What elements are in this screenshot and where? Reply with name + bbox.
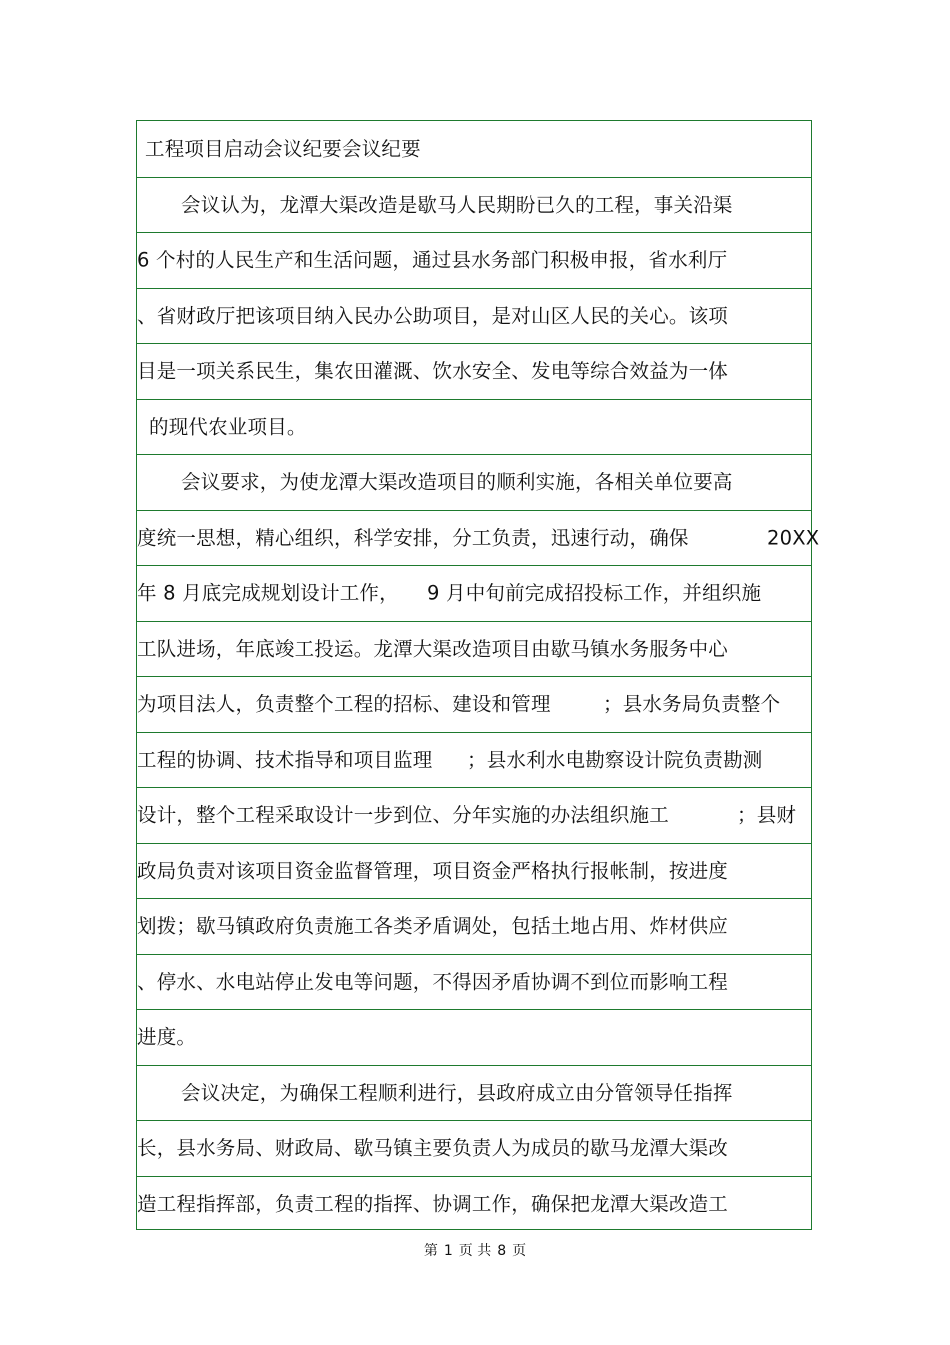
- text-line: 为项目法人，负责整个工程的招标、建设和管理: [137, 692, 551, 716]
- text-row: [137, 621, 811, 677]
- footer-prefix: 第: [423, 1243, 438, 1259]
- text-row: [137, 676, 811, 732]
- text-line: 的现代农业项目。: [149, 415, 307, 438]
- page-footer: [0, 1240, 950, 1260]
- text-line: 设计，整个工程采取设计一步到位、分年实施的办法组织施工: [137, 803, 669, 827]
- text-line-fragment: ；县水利水电勘察设计院负责勘测: [467, 748, 763, 771]
- footer-middle: 页 共: [458, 1243, 492, 1259]
- text-line-fragment: ；县水务局负责整个: [603, 692, 781, 716]
- text-row: [137, 732, 811, 788]
- text-row: [137, 454, 811, 510]
- footer-suffix: 页: [512, 1243, 527, 1259]
- text-line: 会议决定，为确保工程顺利进行，县政府成立由分管领导任指挥: [181, 1081, 733, 1104]
- document-page: [136, 120, 820, 1230]
- text-row: [137, 787, 811, 843]
- text-line: 年 8 月底完成规划设计工作，: [137, 581, 399, 605]
- text-row: [137, 843, 811, 899]
- text-line: 造工程指挥部，负责工程的指挥、协调工作，确保把龙潭大渠改造工: [137, 1192, 729, 1215]
- text-line-fragment: ；县财: [737, 803, 797, 827]
- text-row: [137, 343, 811, 399]
- text-line: 会议要求，为使龙潭大渠改造项目的顺利实施，各相关单位要高: [181, 470, 733, 494]
- text-row: [137, 399, 811, 455]
- text-row: [137, 510, 820, 566]
- text-line: 工队进场，年底竣工投运。龙潭大渠改造项目由歇马镇水务服务中心: [137, 637, 729, 660]
- text-line: 进度。: [137, 1025, 197, 1049]
- text-row: [137, 954, 811, 1010]
- text-row: [137, 1120, 811, 1176]
- text-line: 长，县水务局、财政局、歇马镇主要负责人为成员的歇马龙潭大渠改: [137, 1136, 729, 1160]
- text-row: [137, 1065, 811, 1121]
- title-row: [137, 121, 811, 177]
- text-line: 会议认为，龙潭大渠改造是歇马人民期盼已久的工程，事关沿渠: [181, 193, 733, 216]
- text-row: [137, 1176, 811, 1232]
- text-row: [137, 1009, 811, 1065]
- footer-total-pages: 8: [497, 1243, 507, 1259]
- document-title: 工程项目启动会议纪要会议纪要: [145, 137, 421, 160]
- text-line-fragment: 20XX: [767, 526, 820, 549]
- text-row: [137, 565, 811, 621]
- text-line: 工程的协调、技术指导和项目监理: [137, 748, 433, 771]
- text-line: 政局负责对该项目资金监督管理，项目资金严格执行报帐制，按进度: [137, 859, 729, 882]
- text-line: 6 个村的人民生产和生活问题，通过县水务部门积极申报，省水利厅: [137, 248, 728, 272]
- text-line: 、停水、水电站停止发电等问题，不得因矛盾协调不到位而影响工程: [137, 970, 729, 993]
- footer-page-number: 1: [443, 1243, 453, 1259]
- text-line-fragment: 9 月中旬前完成招投标工作，并组织施: [427, 581, 762, 605]
- text-row: [137, 177, 811, 233]
- text-row: [137, 898, 811, 954]
- text-line: 目是一项关系民生，集农田灌溉、饮水安全、发电等综合效益为一体: [137, 359, 729, 383]
- text-row: [137, 232, 811, 288]
- text-line: 划拨；歇马镇政府负责施工各类矛盾调处，包括土地占用、炸材供应: [137, 914, 729, 938]
- text-line: 、省财政厅把该项目纳入民办公助项目，是对山区人民的关心。该项: [137, 304, 729, 327]
- text-row: [137, 288, 811, 344]
- text-line: 度统一思想，精心组织，科学安排，分工负责，迅速行动，确保: [137, 526, 689, 549]
